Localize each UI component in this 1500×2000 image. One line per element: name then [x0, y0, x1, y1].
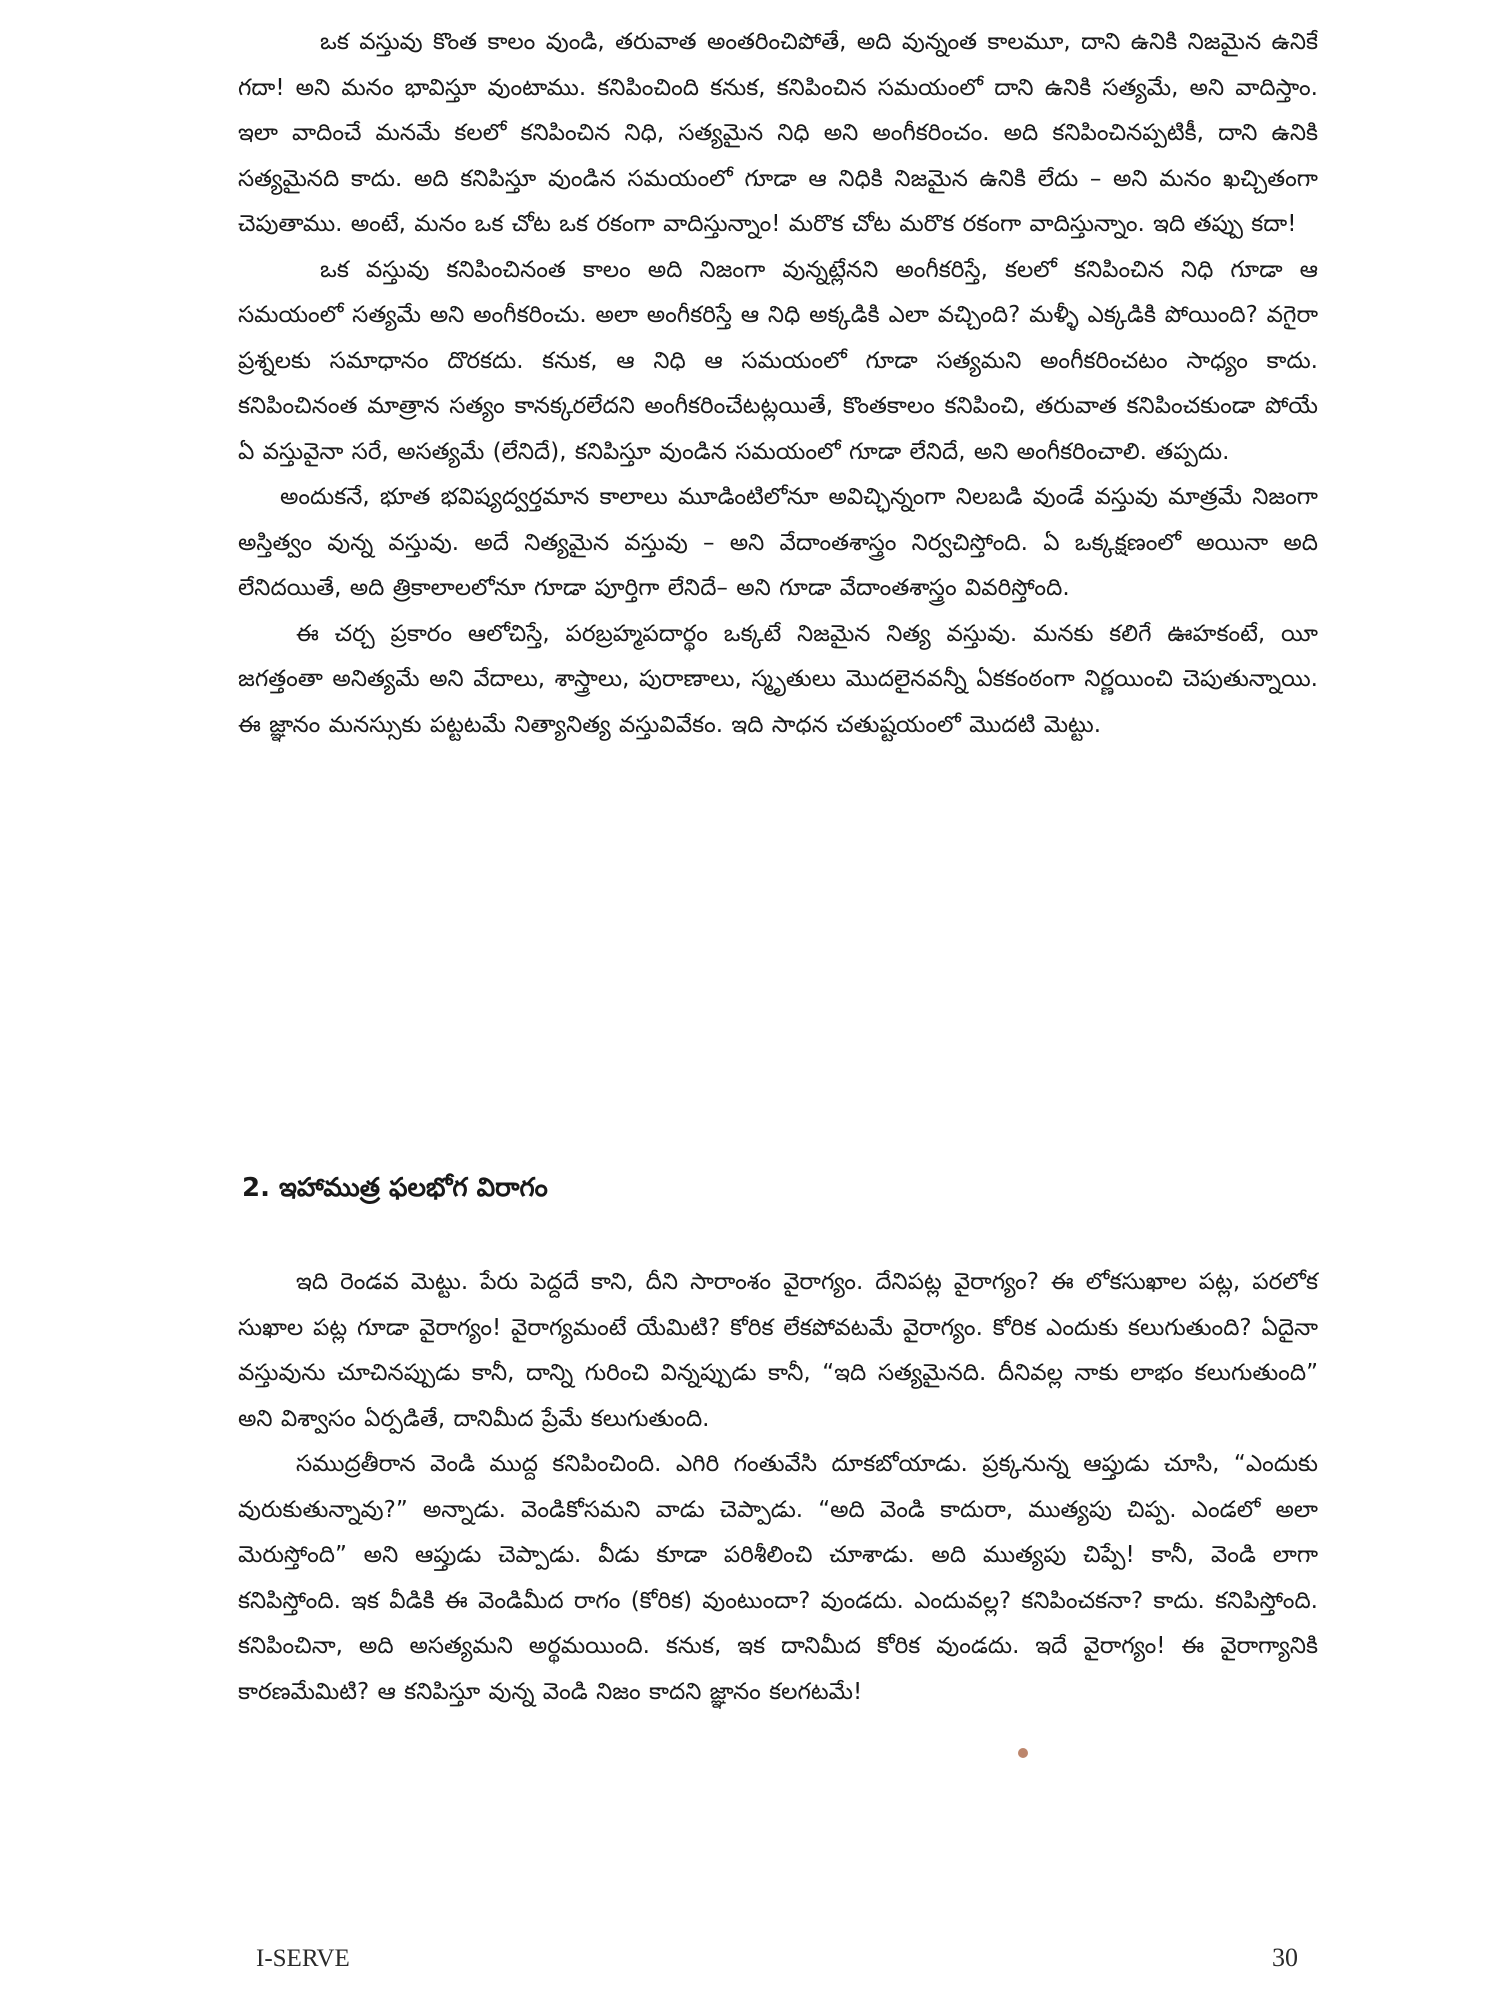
paragraph-2: [238, 248, 1318, 476]
paragraph-1-text: ఒక వస్తువు కొంత కాలం వుండి, తరువాత అంతరించిపోతే, అది వున్నంత కాలమూ, దాని ఉనికి నిజమైన ఉనికే గదా! అని మనం భావిస్తూ వుంటాము. కనిపించింది కనుక, కనిపించిన సమయంలో దాని ఉనికి సత్యమే, అని వాదిస్తాం. ఇలా వాదించే మనమే కలలో కనిపించిన నిధి, సత్యమైన నిధి అని అంగీకరించం. అది కనిపించినప్పటికీ, దాని ఉనికి సత్యమైనది కాదు. అది కనిపిస్తూ వుండిన సమయంలో గూడా ఆ నిధికి నిజమైన ఉనికి లేదు – అని మనం ఖచ్చితంగా చెపుతాము. అంటే, మనం ఒక చోట ఒక రకంగా వాదిస్తున్నాం! మరొక చోట మరొక రకంగా వాదిస్తున్నాం. ఇది తప్పు కదా!: [238, 29, 1318, 237]
paragraph-3-text: అందుకనే, భూత భవిష్యద్వర్తమాన కాలాలు మూడింటిలోనూ అవిచ్ఛిన్నంగా నిలబడి వుండే వస్తువు మాత్రమే నిజంగా అస్తిత్వం వున్న వస్తువు. అదే నిత్యమైన వస్తువు – అని వేదాంతశాస్త్రం నిర్వచిస్తోంది. ఏ ఒక్కక్షణంలో అయినా అది లేనిదయితే, అది త్రికాలాలలోనూ గూడా పూర్తిగా లేనిదే– అని గూడా వేదాంతశాస్త్రం వివరిస్తోంది.: [238, 484, 1318, 601]
paragraph-4-text: ఈ చర్చ ప్రకారం ఆలోచిస్తే, పరబ్రహ్మపదార్థం ఒక్కటే నిజమైన నిత్య వస్తువు. మనకు కలిగే ఊహకంటే, యీ జగత్తంతా అనిత్యమే అని వేదాలు, శాస్త్రాలు, పురాణాలు, స్మృతులు మొదలైనవన్నీ ఏకకంఠంగా నిర్ణయించి చెపుతున్నాయి. ఈ జ్ఞానం మనస్సుకు పట్టటమే నిత్యానిత్య వస్తువివేకం. ఇది సాధన చతుష్టయంలో మొదటి మెట్టు.: [238, 620, 1318, 738]
paragraph-5: [238, 1260, 1318, 1442]
ink-stain: [1018, 1748, 1028, 1758]
body-text-top: [238, 20, 1318, 748]
body-text-bottom: [238, 1260, 1318, 1715]
page-number: 30: [1272, 1943, 1298, 1972]
paragraph-6-text: సముద్రతీరాన వెండి ముద్ద కనిపించింది. ఎగిరి గంతువేసి దూకబోయాడు. ప్రక్కనున్న ఆప్తుడు చూసి, “ఎందుకు వురుకుతున్నావు?” అన్నాడు. వెండికోసమని వాడు చెప్పాడు. “అది వెండి కాదురా, ముత్యపు చిప్ప. ఎండలో అలా మెరుస్తోంది” అని ఆప్తుడు చెప్పాడు. వీడు కూడా పరిశీలించి చూశాడు. అది ముత్యపు చిప్పే! కానీ, వెండి లాగా కనిపిస్తోంది. ఇక వీడికి ఈ వెండిమీద రాగం (కోరిక) వుంటుందా? వుండదు. ఎందువల్ల? కనిపించకనా? కాదు. కనిపిస్తోంది. కనిపించినా, అది అసత్యమని అర్థమయింది. కనుక, ఇక దానిమీద కోరిక వుండదు. ఇదే వైరాగ్యం! ఈ వైరాగ్యానికి కారణమేమిటి? ఆ కనిపిస్తూ వున్న వెండి నిజం కాదని జ్ఞానం కలగటమే!: [238, 1451, 1318, 1705]
section-heading: 2. ఇహాముత్ర ఫలభోగ విరాగం: [242, 1173, 548, 1203]
paragraph-2-text: ఒక వస్తువు కనిపించినంత కాలం అది నిజంగా వున్నట్లేనని అంగీకరిస్తే, కలలో కనిపించిన నిధి గూడా ఆ సమయంలో సత్యమే అని అంగీకరించు. అలా అంగీకరిస్తే ఆ నిధి అక్కడికి ఎలా వచ్చింది? మళ్ళీ ఎక్కడికి పోయింది? వగైరా ప్రశ్నలకు సమాధానం దొరకదు. కనుక, ఆ నిధి ఆ సమయంలో గూడా సత్యమని అంగీకరించటం సాధ్యం కాదు. కనిపించినంత మాత్రాన సత్యం కానక్కరలేదని అంగీకరించేటట్లయితే, కొంతకాలం కనిపించి, తరువాత కనిపించకుండా పోయే ఏ వస్తువైనా సరే, అసత్యమే (లేనిదే), కనిపిస్తూ వుండిన సమయంలో గూడా లేనిదే, అని అంగీకరించాలి. తప్పదు.: [238, 256, 1318, 465]
paragraph-6: [238, 1442, 1318, 1715]
paragraph-5-text: ఇది రెండవ మెట్టు. పేరు పెద్దదే కాని, దీని సారాంశం వైరాగ్యం. దేనిపట్ల వైరాగ్యం? ఈ లోకసుఖాల పట్ల, పరలోక సుఖాల పట్ల గూడా వైరాగ్యం! వైరాగ్యమంటే యేమిటి? కోరిక లేకపోవటమే వైరాగ్యం. కోరిక ఎందుకు కలుగుతుంది? ఏదైనా వస్తువును చూచినప్పుడు కానీ, దాన్ని గురించి విన్నప్పుడు కానీ, “ఇది సత్యమైనది. దీనివల్ల నాకు లాభం కలుగుతుంది” అని విశ్వాసం ఏర్పడితే, దానిమీద ప్రేమే కలుగుతుంది.: [238, 1269, 1318, 1432]
footer-publisher: I-SERVE: [256, 1945, 350, 1972]
paragraph-4: [238, 612, 1318, 749]
paragraph-3: [238, 475, 1318, 612]
paragraph-1: [238, 20, 1318, 248]
